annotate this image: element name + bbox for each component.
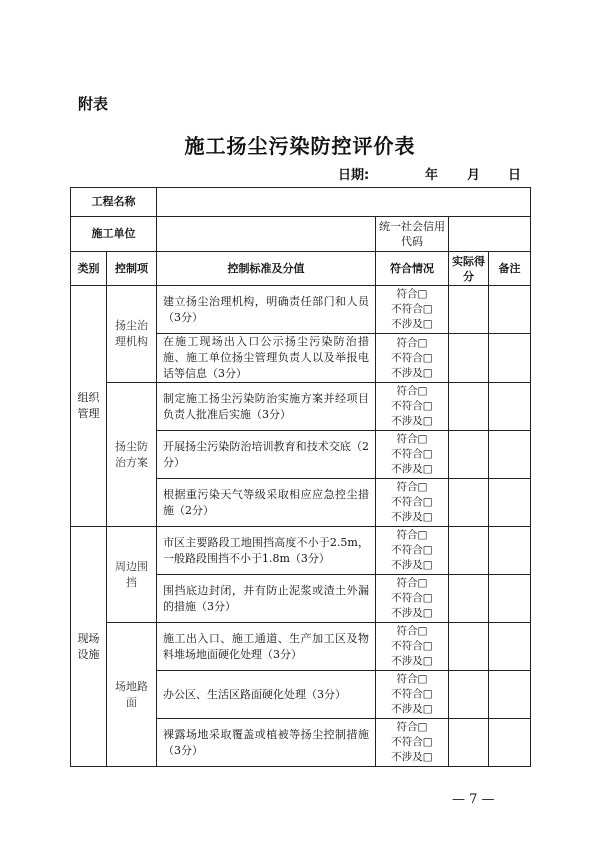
standard-cell: 施工出入口、施工通道、生产加工区及物料堆场地面硬化处理（3分） <box>157 623 376 671</box>
header-remarks: 备注 <box>489 252 531 286</box>
credit-code-label: 统一社会信用代码 <box>376 217 449 252</box>
control-item-cell: 场地路面 <box>107 623 157 767</box>
compliance-checkbox[interactable]: 符合□ <box>396 577 428 589</box>
remarks-cell[interactable] <box>489 479 531 527</box>
standard-cell: 裸露场地采取覆盖或植被等扬尘控制措施（3分） <box>157 719 376 767</box>
compliance-checkbox[interactable]: 不涉及□ <box>391 703 433 715</box>
standard-cell: 市区主要路段工地围挡高度不小于2.5m，一般路段围挡不小于1.8m（3分） <box>157 527 376 575</box>
remarks-cell[interactable] <box>489 527 531 575</box>
compliance-checkbox[interactable]: 符合□ <box>396 336 428 349</box>
compliance-checkbox[interactable]: 不涉及□ <box>391 463 433 475</box>
actual-score-cell[interactable] <box>449 334 489 383</box>
project-name-value[interactable] <box>157 188 531 217</box>
compliance-checkbox[interactable]: 不符合□ <box>391 400 433 412</box>
compliance-checkbox[interactable]: 不符合□ <box>391 640 433 652</box>
compliance-checkbox[interactable]: 符合□ <box>396 625 428 637</box>
compliance-options[interactable] <box>376 479 449 527</box>
compliance-checkbox[interactable]: 符合□ <box>396 673 428 685</box>
actual-score-cell[interactable] <box>449 623 489 671</box>
remarks-cell[interactable] <box>489 334 531 383</box>
construction-unit-value[interactable] <box>157 217 376 252</box>
date-year: 年 <box>425 168 439 183</box>
compliance-options[interactable] <box>376 719 449 767</box>
compliance-checkbox[interactable]: 符合□ <box>396 433 428 445</box>
remarks-cell[interactable] <box>489 719 531 767</box>
remarks-cell[interactable] <box>489 431 531 479</box>
compliance-checkbox[interactable]: 符合□ <box>396 721 428 733</box>
criteria-row <box>71 383 531 431</box>
remarks-cell[interactable] <box>489 575 531 623</box>
category-cell: 组织管理 <box>71 286 107 527</box>
compliance-options[interactable] <box>376 383 449 431</box>
standard-cell: 在施工现场出入口公示扬尘污染防治措施、施工单位扬尘管理负责人以及举报电话等信息（3分） <box>157 334 376 383</box>
criteria-row <box>71 623 531 671</box>
compliance-checkbox[interactable]: 不涉及□ <box>391 366 433 379</box>
compliance-options[interactable] <box>376 431 449 479</box>
control-item-cell: 扬尘防治方案 <box>107 383 157 527</box>
actual-score-cell[interactable] <box>449 431 489 479</box>
standard-cell: 开展扬尘污染防治培训教育和技术交底（2分） <box>157 431 376 479</box>
compliance-checkbox[interactable]: 不符合□ <box>391 303 433 315</box>
compliance-checkbox[interactable]: 符合□ <box>396 529 428 541</box>
control-item-cell: 周边围挡 <box>107 527 157 623</box>
compliance-checkbox[interactable]: 不符合□ <box>391 688 433 700</box>
standard-cell: 办公区、生活区路面硬化处理（3分） <box>157 671 376 719</box>
compliance-checkbox[interactable]: 不涉及□ <box>391 751 433 763</box>
standard-cell: 建立扬尘治理机构，明确责任部门和人员（3分） <box>157 286 376 334</box>
compliance-checkbox[interactable]: 不涉及□ <box>391 511 433 523</box>
compliance-options[interactable] <box>376 671 449 719</box>
page-number: — 7 — <box>452 792 495 807</box>
criteria-row <box>71 527 531 575</box>
control-item-cell: 扬尘治理机构 <box>107 286 157 383</box>
credit-code-value[interactable] <box>449 217 531 252</box>
project-name-label: 工程名称 <box>71 188 157 217</box>
header-compliance: 符合情况 <box>376 252 449 286</box>
actual-score-cell[interactable] <box>449 479 489 527</box>
construction-unit-label: 施工单位 <box>71 217 157 252</box>
compliance-checkbox[interactable]: 符合□ <box>396 385 428 397</box>
standard-cell: 围挡底边封闭，并有防止泥浆或渣土外漏的措施（3分） <box>157 575 376 623</box>
compliance-checkbox[interactable]: 不符合□ <box>391 351 433 364</box>
compliance-checkbox[interactable]: 不符合□ <box>391 544 433 556</box>
remarks-cell[interactable] <box>489 383 531 431</box>
standard-cell: 根据重污染天气等级采取相应应急控尘措施（2分） <box>157 479 376 527</box>
compliance-options[interactable] <box>376 623 449 671</box>
criteria-row <box>71 286 531 334</box>
compliance-options[interactable] <box>376 286 449 334</box>
attachment-label: 附表 <box>78 95 109 113</box>
compliance-options[interactable] <box>376 575 449 623</box>
compliance-checkbox[interactable]: 符合□ <box>396 481 428 493</box>
compliance-options[interactable] <box>376 527 449 575</box>
header-category: 类别 <box>71 252 107 286</box>
compliance-checkbox[interactable]: 符合□ <box>396 288 428 300</box>
date-month: 月 <box>467 168 481 183</box>
compliance-checkbox[interactable]: 不涉及□ <box>391 655 433 667</box>
date-label: 日期: <box>338 168 370 183</box>
page-title: 施工扬尘污染防控评价表 <box>184 134 416 158</box>
date-day: 日 <box>508 168 522 183</box>
actual-score-cell[interactable] <box>449 671 489 719</box>
header-actual-score: 实际得分 <box>449 252 489 286</box>
compliance-checkbox[interactable]: 不涉及□ <box>391 607 433 619</box>
compliance-checkbox[interactable]: 不涉及□ <box>391 559 433 571</box>
compliance-options[interactable] <box>376 334 449 383</box>
actual-score-cell[interactable] <box>449 527 489 575</box>
actual-score-cell[interactable] <box>449 719 489 767</box>
actual-score-cell[interactable] <box>449 383 489 431</box>
compliance-checkbox[interactable]: 不符合□ <box>391 592 433 604</box>
compliance-checkbox[interactable]: 不涉及□ <box>391 415 433 427</box>
compliance-checkbox[interactable]: 不涉及□ <box>391 318 433 330</box>
category-cell: 现场设施 <box>71 527 107 767</box>
actual-score-cell[interactable] <box>449 286 489 334</box>
compliance-checkbox[interactable]: 不符合□ <box>391 448 433 460</box>
remarks-cell[interactable] <box>489 671 531 719</box>
remarks-cell[interactable] <box>489 286 531 334</box>
compliance-checkbox[interactable]: 不符合□ <box>391 496 433 508</box>
header-control-item: 控制项 <box>107 252 157 286</box>
compliance-checkbox[interactable]: 不符合□ <box>391 736 433 748</box>
standard-cell: 制定施工扬尘污染防治实施方案并经项目负责人批准后实施（3分） <box>157 383 376 431</box>
remarks-cell[interactable] <box>489 623 531 671</box>
actual-score-cell[interactable] <box>449 575 489 623</box>
header-standard: 控制标准及分值 <box>157 252 376 286</box>
evaluation-table <box>70 187 531 767</box>
